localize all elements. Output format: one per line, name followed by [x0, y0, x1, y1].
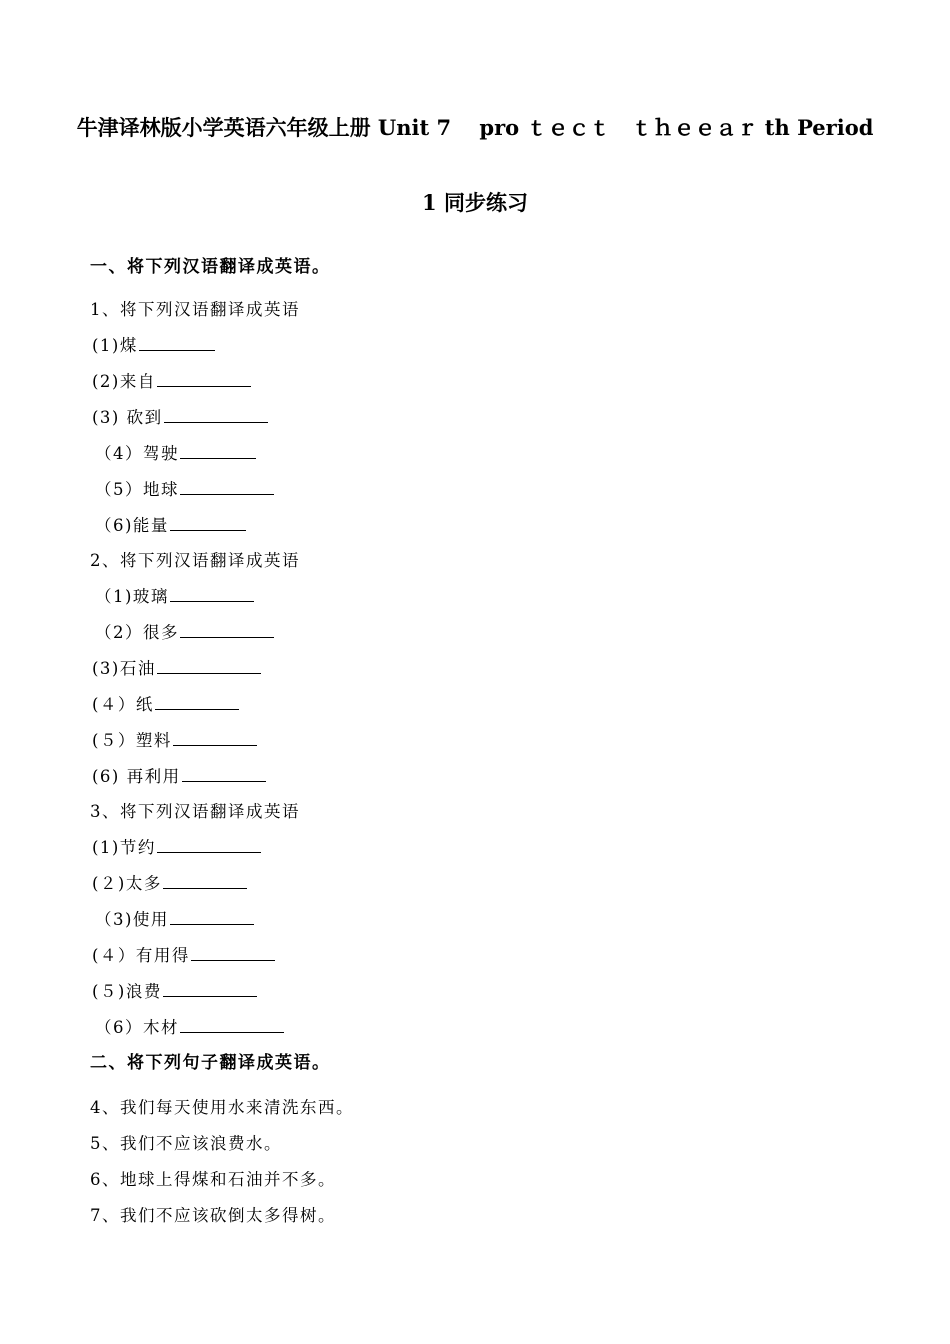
question-2-item: （1)玻璃	[95, 583, 254, 607]
answer-blank	[170, 584, 254, 602]
question-3-item: (２)太多	[92, 870, 247, 894]
title-line-2: 1 同步练习	[422, 190, 528, 215]
answer-blank	[170, 907, 254, 925]
answer-blank	[173, 728, 257, 746]
question-3-item: （6）木材	[95, 1014, 284, 1038]
answer-blank	[139, 333, 215, 351]
answer-blank	[164, 405, 268, 423]
answer-blank	[157, 369, 251, 387]
answer-blank	[157, 835, 261, 853]
question-3-item: (５)浪费	[92, 978, 257, 1002]
question-1-stem: 1、将下列汉语翻译成英语	[90, 300, 300, 319]
question-2-item: (４）纸	[92, 691, 239, 715]
question-2-item: （2）很多	[95, 619, 274, 643]
question-2-item: (3)石油	[92, 655, 261, 679]
sentence-item: 7、我们不应该砍倒太多得树。	[90, 1206, 336, 1225]
answer-blank	[180, 620, 274, 638]
answer-blank	[191, 943, 275, 961]
question-2-stem: 2、将下列汉语翻译成英语	[90, 551, 300, 570]
sentence-item: 6、地球上得煤和石油并不多。	[90, 1170, 336, 1189]
question-3-item: (４）有用得	[92, 942, 275, 966]
question-2-item: (6) 再利用	[92, 763, 266, 787]
sentence-item: 5、我们不应该浪费水。	[90, 1134, 282, 1153]
answer-blank	[180, 477, 274, 495]
question-3-stem: 3、将下列汉语翻译成英语	[90, 802, 300, 821]
question-1-item: （6)能量	[95, 512, 246, 536]
question-1-item: （4）驾驶	[95, 440, 256, 464]
title-line-1: 牛津译林版小学英语六年级上册 Unit 7 pro ｔｅｃｔ ｔｈｅｅａｒ th Period	[76, 115, 874, 140]
answer-blank	[180, 1015, 284, 1033]
question-1-item: （5）地球	[95, 476, 274, 500]
question-2-item: (５）塑料	[92, 727, 257, 751]
section-1-heading: 一、将下列汉语翻译成英语。	[90, 257, 331, 277]
question-3-item: (1)节约	[92, 834, 261, 858]
question-1-item: (1)煤	[92, 332, 215, 356]
answer-blank	[163, 871, 247, 889]
question-3-item: （3)使用	[95, 906, 254, 930]
answer-blank	[163, 979, 257, 997]
sentence-item: 4、我们每天使用水来清洗东西。	[90, 1098, 354, 1117]
answer-blank	[170, 513, 246, 531]
answer-blank	[182, 764, 266, 782]
question-1-item: (2)来自	[92, 368, 251, 392]
question-1-item: (3) 砍到	[92, 404, 268, 428]
answer-blank	[180, 441, 256, 459]
answer-blank	[157, 656, 261, 674]
section-2-heading: 二、将下列句子翻译成英语。	[90, 1053, 331, 1073]
answer-blank	[155, 692, 239, 710]
